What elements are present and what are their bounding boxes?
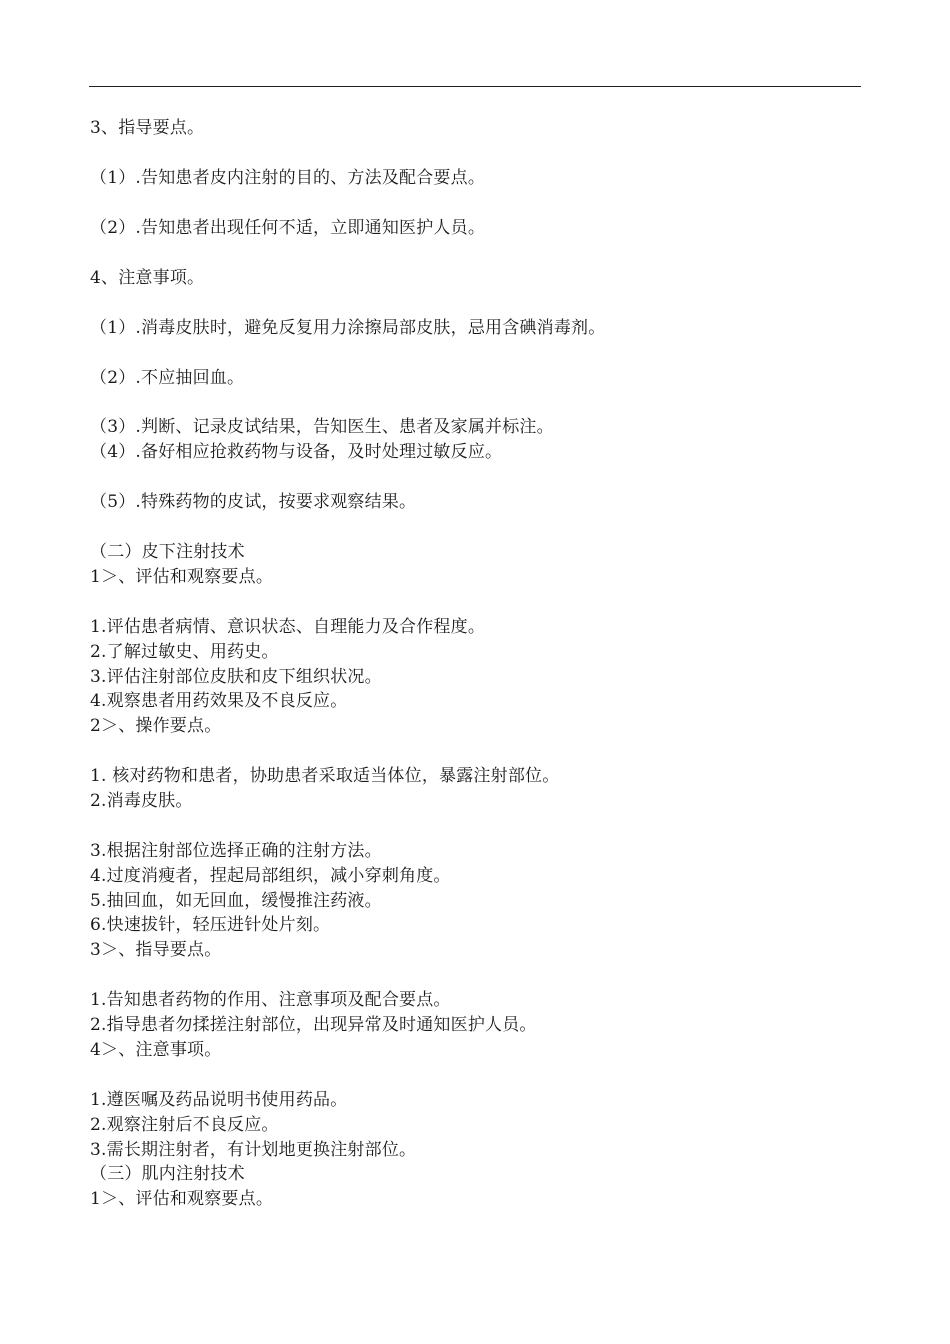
text-line: （1）.消毒皮肤时，避免反复用力涂擦局部皮肤，忌用含碘消毒剂。 [90, 318, 606, 338]
text-line: 4＞、注意事项。 [90, 1040, 222, 1060]
text-line: （二）皮下注射技术 [90, 542, 245, 562]
text-line: 1. 核对药物和患者，协助患者采取适当体位，暴露注射部位。 [90, 766, 560, 786]
text-line: 2.了解过敏史、用药史。 [90, 642, 279, 662]
text-line: （1）.告知患者皮内注射的目的、方法及配合要点。 [90, 168, 486, 188]
text-line: 4.过度消瘦者，捏起局部组织，减小穿刺角度。 [90, 866, 451, 886]
text-line: 5.抽回血，如无回血，缓慢推注药液。 [90, 891, 382, 911]
text-line: 3.评估注射部位皮肤和皮下组织状况。 [90, 667, 382, 687]
text-line: 4.观察患者用药效果及不良反应。 [90, 691, 348, 711]
text-line: 3.根据注射部位选择正确的注射方法。 [90, 841, 382, 861]
text-line: 2.观察注射后不良反应。 [90, 1115, 279, 1135]
text-line: （三）肌内注射技术 [90, 1164, 245, 1184]
text-line: 3.需长期注射者，有计划地更换注射部位。 [90, 1140, 417, 1160]
header-rule [89, 86, 861, 87]
text-line: 1＞、评估和观察要点。 [90, 1189, 274, 1209]
text-line: 4、注意事项。 [90, 268, 205, 288]
text-line: 6.快速拔针，轻压进针处片刻。 [90, 915, 331, 935]
text-line: （4）.备好相应抢救药物与设备，及时处理过敏反应。 [90, 442, 503, 462]
text-line: 1＞、评估和观察要点。 [90, 567, 274, 587]
text-line: 1.遵医嘱及药品说明书使用药品。 [90, 1090, 348, 1110]
text-line: （3）.判断、记录皮试结果，告知医生、患者及家属并标注。 [90, 417, 554, 437]
text-line: 2.消毒皮肤。 [90, 791, 193, 811]
text-line: 2＞、操作要点。 [90, 716, 222, 736]
text-line: 2.指导患者勿揉搓注射部位，出现异常及时通知医护人员。 [90, 1015, 537, 1035]
text-line: （2）.不应抽回血。 [90, 368, 245, 388]
text-line: 3、指导要点。 [90, 118, 205, 138]
text-line: （2）.告知患者出现任何不适，立即通知医护人员。 [90, 218, 486, 238]
text-line: 1.评估患者病情、意识状态、自理能力及合作程度。 [90, 617, 486, 637]
text-line: （5）.特殊药物的皮试，按要求观察结果。 [90, 492, 417, 512]
text-line: 3＞、指导要点。 [90, 940, 222, 960]
text-line: 1.告知患者药物的作用、注意事项及配合要点。 [90, 990, 451, 1010]
